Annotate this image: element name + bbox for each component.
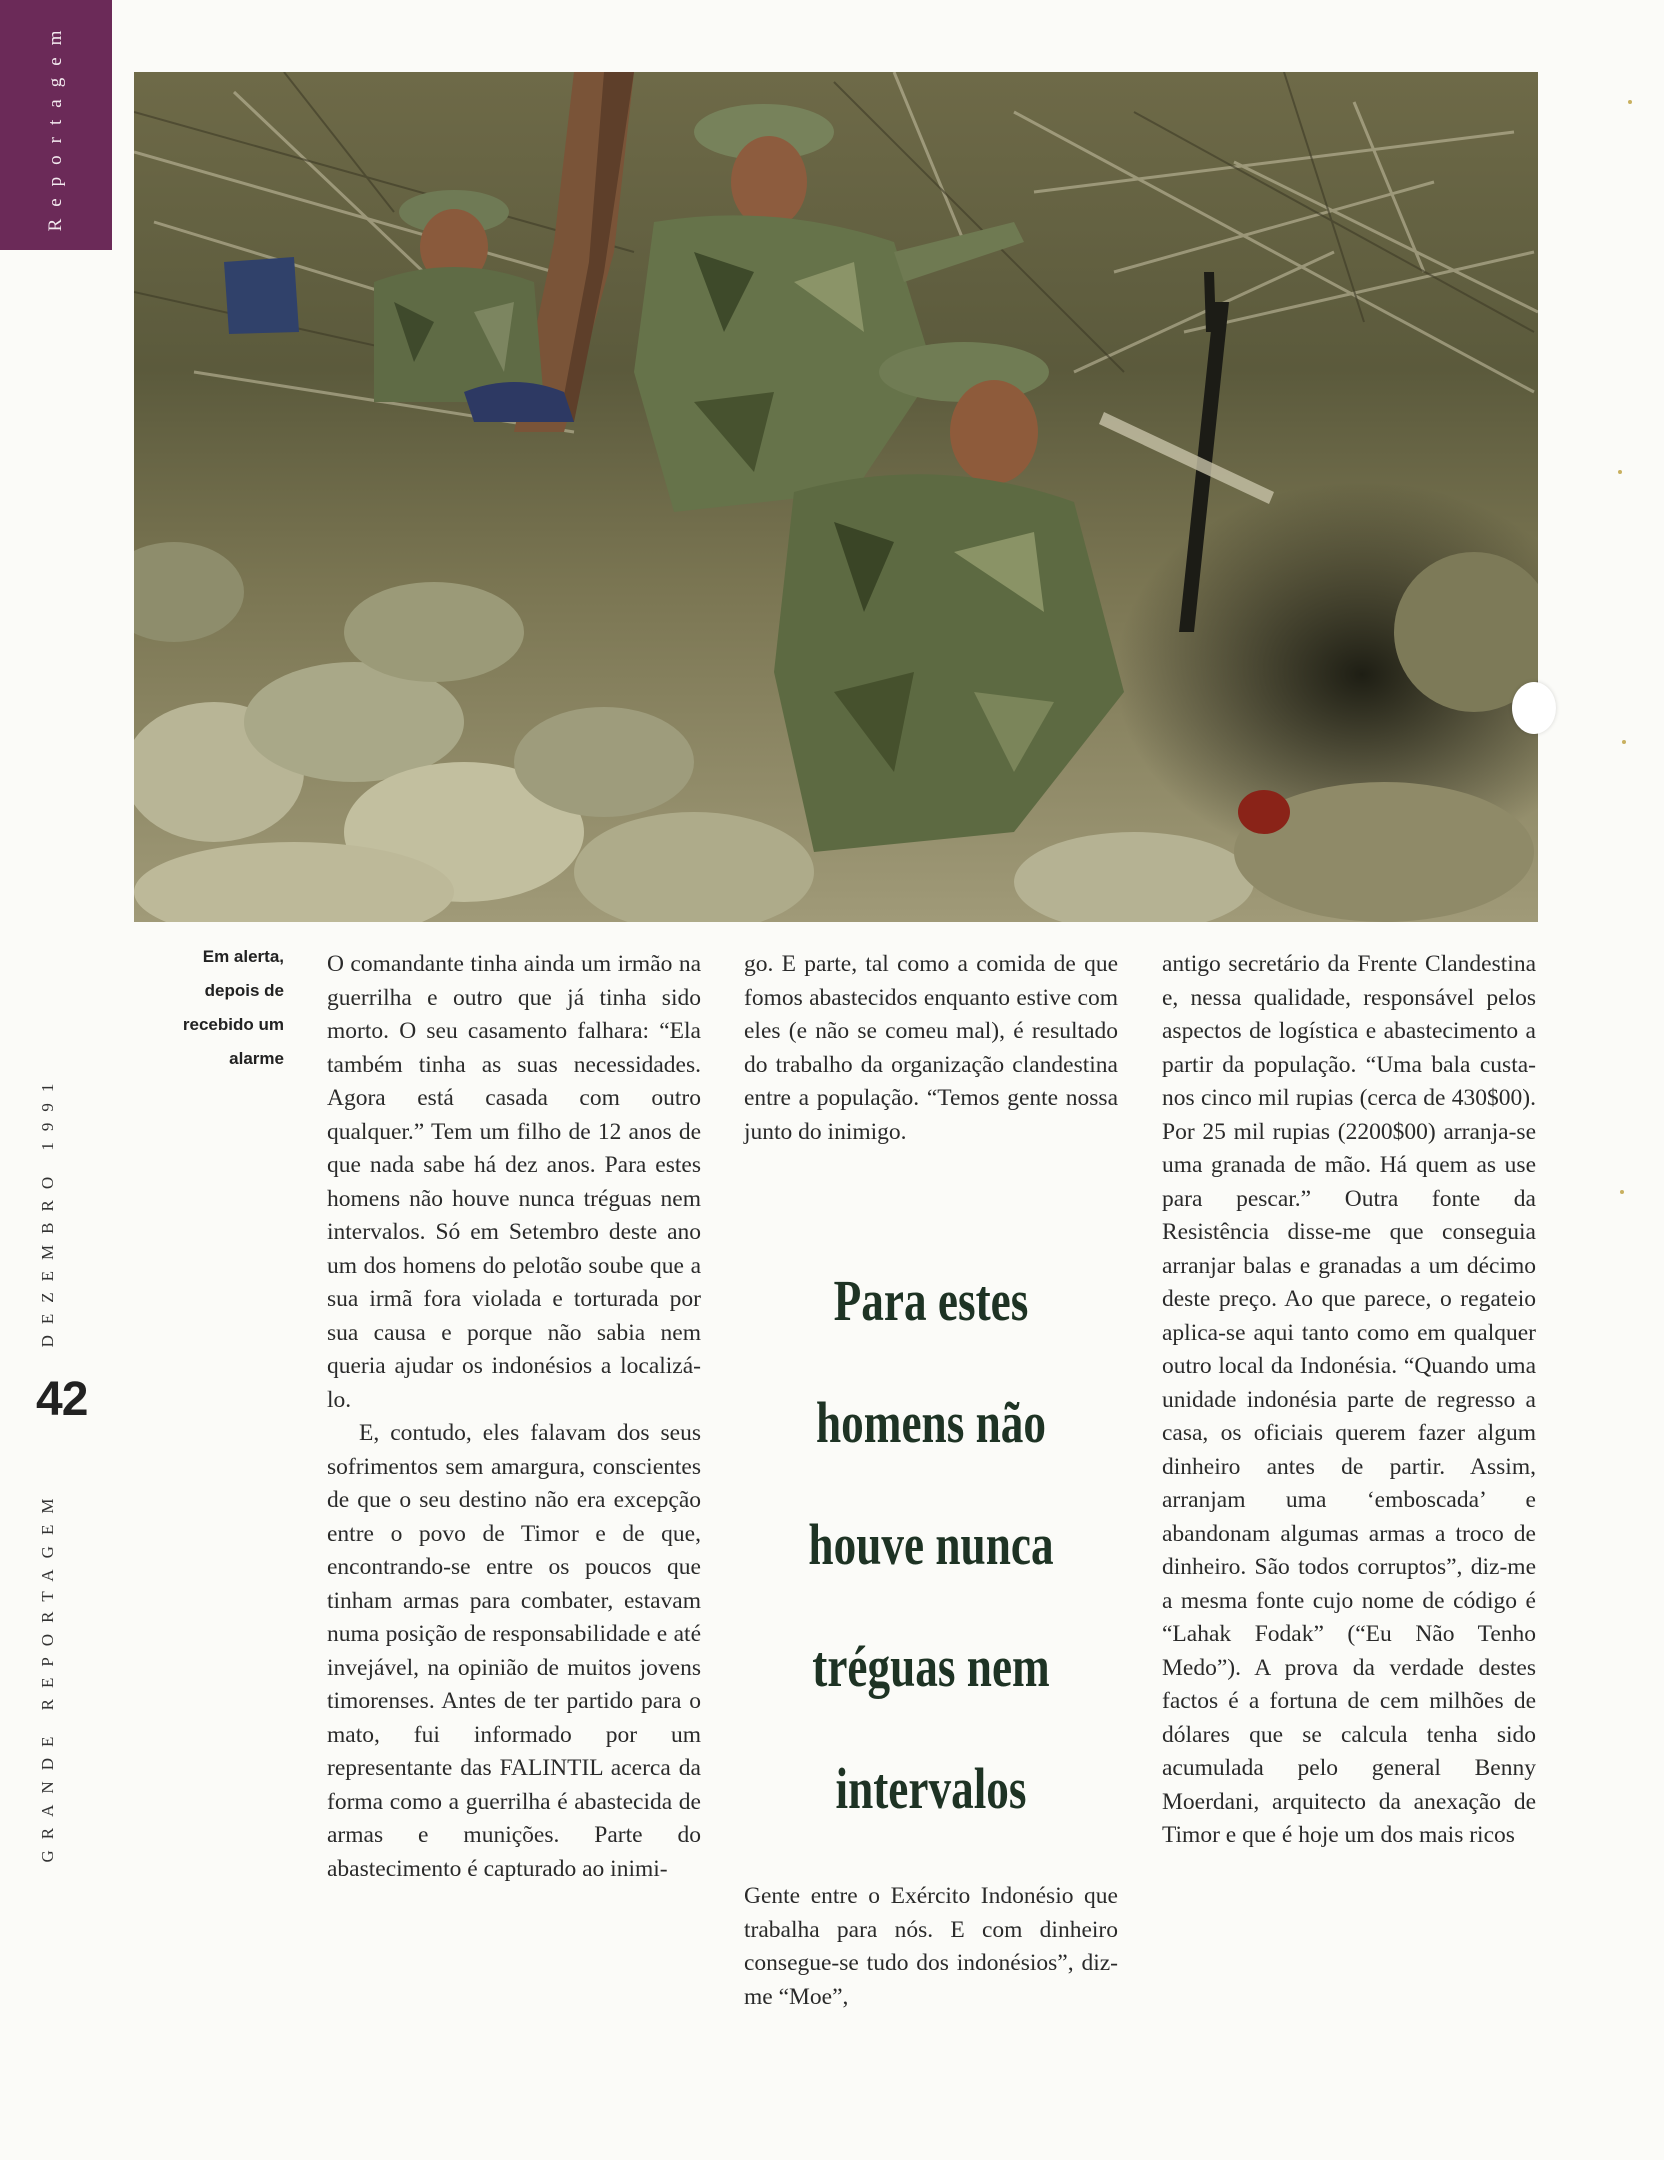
article-column-3 [1162,948,1536,1853]
caption-line: alarme [229,1049,284,1068]
caption-line: recebido um [182,1015,284,1034]
article-paragraph: Gente entre o Exército Indonésio que trabalha para nós. E com dinheiro consegue-se tudo dos indonésios”, diz-me “Moe”, [744,1883,1118,2010]
folio-date-text: DEZEMBRO 1991 [38,1072,57,1348]
caption-line: depois de [204,981,284,1000]
article-paragraph: E, contudo, eles falavam dos seus sofrimentos sem amargura, conscientes de que o seu destino não era excepção entre o povo de Timor e de que, encontrando-se entre os poucos que tinham armas para combater, estavam numa posição de responsabilidade e até invejável, na opinião de muitos jovens timorenses. Antes de ter partido para o mato, fui informado por um representante das FALINTIL acerca da forma como a guerrilha é abastecida de armas e munições. Parte do abastecimento é capturado ao inimi- [327,1420,701,1882]
margin-speck [1622,740,1626,744]
section-tab [0,0,112,250]
article-paragraph: antigo secretário da Frente Clandestina e, nessa qualidade, responsável pelos aspectos de logística e abastecimento a partir da população. “Uma bala custa-nos cinco mil rupias (cerca de 430$00). Por 25 mil rupias (2200$00) arranja-se uma granada de mão. Há quem as use para pescar.” Outra fonte da Resistência disse-me que conseguia arranjar balas e granadas a um décimo deste preço. Ao que parece, o regateio aplica-se aqui tanto como em qualquer outro local da Indonésia. “Quando uma unidade indonésia parte de regresso a casa, os oficiais querem fazer algum dinheiro antes de partir. Assim, arranjam uma ‘emboscada’ e abandonam algumas armas a troco de dinheiro. São todos corruptos”, diz-me a mesma fonte cujo nome de código é “Lahak Fodak” (“Eu Não Tenho Medo”). A prova da verdade destes factos é a fortuna de cem milhões de dólares que se calcula tenha sido acumulada pelo general Benny Moerdani, arquitecto da anexação de Timor e que é hoje um dos mais ricos [1162,951,1536,1848]
pull-quote-line: Para estes [833,1268,1029,1333]
article-paragraph: O comandante tinha ainda um irmão na guerrilha e outro que já tinha sido morto. O seu casamento falhara: “Ela também tinha as suas necessidades. Agora está casada com outro qualquer.” Tem um filho de 12 anos de que nada sabe há dez anos. Para estes homens não houve nunca tréguas nem intervalos. Só em Setembro deste ano um dos homens do pelotão soube que a sua irmã fora violada e torturada por sua causa e porque não sabia nem queria ajudar os indonésios a localizá-lo. [327,951,701,1413]
folio-magazine-text: GRANDE REPORTAGEM [38,1487,57,1863]
section-tab-label: Reportagem [45,18,66,232]
pull-quote [785,1240,1077,1850]
margin-speck [1628,100,1632,104]
soldiers-in-trench-photo [134,72,1538,922]
pull-quote-line: houve nunca [808,1512,1054,1577]
article-column-2-bottom [744,1880,1118,2014]
caption-line: Em alerta, [202,947,284,966]
article-column-2-top [744,948,1118,1149]
pull-quote-line: homens não [815,1390,1047,1455]
margin-speck [1620,1190,1624,1194]
page-number: 42 [36,1373,88,1426]
article-paragraph: go. E parte, tal como a comida de que fomos abastecidos enquanto estive com eles (e não se comeu mal), é resultado do trabalho da organização clandestina entre a população. “Temos gente nossa junto do inimigo. [744,951,1118,1145]
pull-quote-line: tréguas nem [812,1634,1050,1699]
pull-quote-line: intervalos [835,1756,1027,1821]
binder-hole [1512,682,1556,734]
photo-caption [150,940,284,1076]
article-column-1 [327,948,701,1886]
margin-speck [1618,470,1622,474]
